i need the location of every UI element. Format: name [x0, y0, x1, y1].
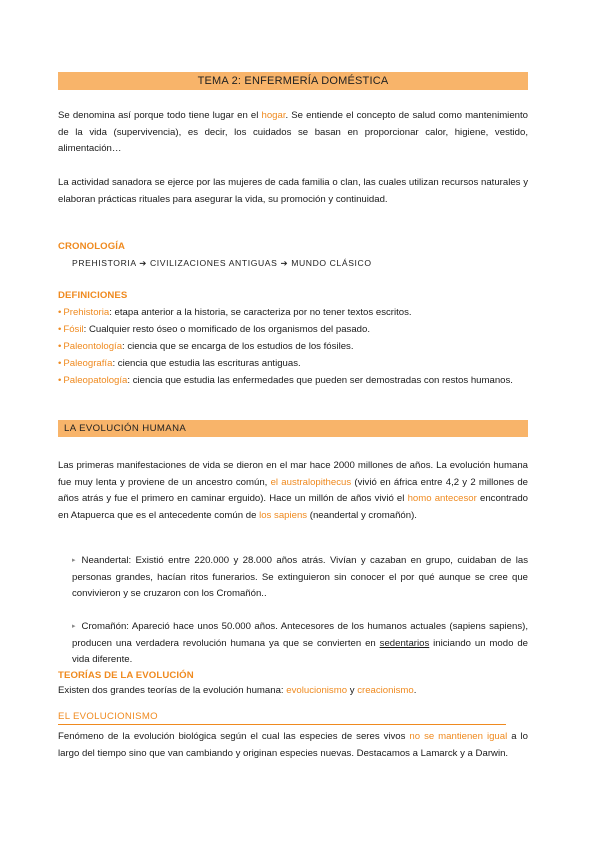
text-span: encontrado en Atapuerca que es el antecedente común de: [58, 493, 528, 521]
definitions-list: [58, 304, 528, 389]
bullet-icon: •: [58, 375, 62, 386]
intro-paragraph-2: La actividad sanadora se ejerce por las mujeres de cada familia o clan, las cuales utilizan recursos naturales y elaboran prácticas rituales para asegurar la vida, su promoción y continuidad.: [58, 177, 528, 205]
teorias-heading: TEORÍAS DE LA EVOLUCIÓN: [58, 670, 194, 681]
section-heading-evolucion: LA EVOLUCIÓN HUMANA: [58, 420, 528, 437]
evolucionismo-heading: EL EVOLUCIONISMO: [58, 711, 158, 722]
bullet-icon: •: [58, 341, 62, 352]
highlight-australopithecus: el australopithecus: [270, 476, 352, 488]
text-span: Existen dos grandes teorías de la evolución humana:: [58, 685, 287, 696]
highlight-hogar: hogar: [261, 110, 286, 121]
definition-item: [58, 355, 528, 372]
neandertal-text: Neandertal: Existió entre 220.000 y 28.000 años atrás. Vivían y cazaban en grupo, cuidaban de las personas grandes, hacían ritos funerarios. Se extinguieron sin conocer el por qué aunque se cree que convivieron y se cruzaron con los Cromañón..: [72, 555, 528, 599]
bullet-icon: •: [58, 307, 62, 318]
definition-term: Paleografía: [63, 358, 113, 369]
highlight-sapiens: los sapiens: [259, 509, 308, 521]
underlined-sedentarios: sedentarios: [379, 637, 430, 649]
cronologia-heading: CRONOLOGÍA: [58, 241, 126, 252]
highlight-homo-antecesor: homo antecesor: [407, 493, 477, 504]
cromanon-text: Cromañón: Apareció hace unos 50.000 años. Antecesores de los humanos actuales (sapiens sapiens), producen una verdadera revolución humana ya que se convierten en: [72, 621, 528, 649]
definition-text: : ciencia que estudia las enfermedades que pueden ser demostradas con restos humanos.: [127, 375, 513, 386]
definition-text: : Cualquier resto óseo o momificado de los organismos del pasado.: [83, 324, 370, 335]
triangle-bullet-icon: ▸: [72, 623, 76, 630]
triangle-bullet-icon: ▸: [72, 557, 76, 564]
cronologia-line: PREHISTORIA ➔ CIVILIZACIONES ANTIGUAS ➔ MUNDO CLÁSICO: [72, 258, 372, 268]
text-span: y: [347, 685, 358, 696]
text-span: (neandertal y cromañón).: [307, 509, 417, 521]
definition-item: [58, 338, 528, 355]
cromanon-item: [72, 619, 528, 669]
evolucionismo-paragraph: [58, 729, 528, 762]
neandertal-item: [72, 553, 528, 603]
definition-text: : etapa anterior a la historia, se caracteriza por no tener textos escritos.: [109, 307, 412, 318]
cromanon-text-end: iniciando un modo de vida diferente.: [72, 637, 528, 665]
text-span: Las primeras manifestaciones de vida se dieron en el mar hace 2000 millones de años. La evolución humana fue muy lenta y proviene de un ancestro común,: [58, 460, 528, 488]
highlight-creacionismo: creacionismo: [357, 685, 414, 696]
definition-item: [58, 321, 528, 338]
bullet-icon: •: [58, 358, 62, 369]
neandertal-list: [72, 553, 528, 603]
definition-text: : ciencia que estudia las escrituras antiguas.: [112, 358, 301, 369]
heading-underline: [58, 724, 506, 725]
text-span: Se denomina así porque todo tiene lugar en el: [58, 110, 262, 121]
definiciones-heading: DEFINICIONES: [58, 290, 128, 301]
cromanon-list: [72, 619, 528, 669]
definition-item: [58, 304, 528, 321]
definition-term: Paleopatología: [63, 375, 128, 386]
evolucion-paragraph: [58, 458, 528, 524]
teorias-paragraph: [58, 683, 528, 700]
text-span: Fenómeno de la evolución biológica según el cual las especies de seres vivos: [58, 731, 410, 742]
highlight-evolucionismo: evolucionismo: [286, 685, 348, 696]
text-span: . Se entiende el concepto de salud como mantenimiento de la vida (supervivencia), es decir, los cuidados se basan en proporcionar calor, higiene, vestido, alimentación…: [58, 110, 528, 154]
intro-paragraph-1: [58, 108, 528, 158]
definition-term: Prehistoria: [63, 307, 110, 318]
highlight-no-se-mantienen: no se mantienen igual: [409, 731, 508, 742]
definition-text: : ciencia que se encarga de los estudios de los fósiles.: [122, 341, 354, 352]
definition-item: [58, 372, 528, 389]
text-span: (vivió en áfrica entre 4,2 y 2 millones de años atrás y fue el primero en caminar erguido). Hace un millón de años vivió el: [58, 476, 529, 504]
text-span: a lo largo del tiempo sino que van cambiando y originan especies nuevas. Destacamos a Lamarck y a Darwin.: [58, 731, 528, 759]
definition-term: Paleontología: [63, 341, 123, 352]
definition-term: Fósil: [63, 324, 84, 335]
text-span: .: [413, 685, 417, 696]
page-title: TEMA 2: ENFERMERÍA DOMÉSTICA: [58, 72, 528, 90]
bullet-icon: •: [58, 324, 62, 335]
